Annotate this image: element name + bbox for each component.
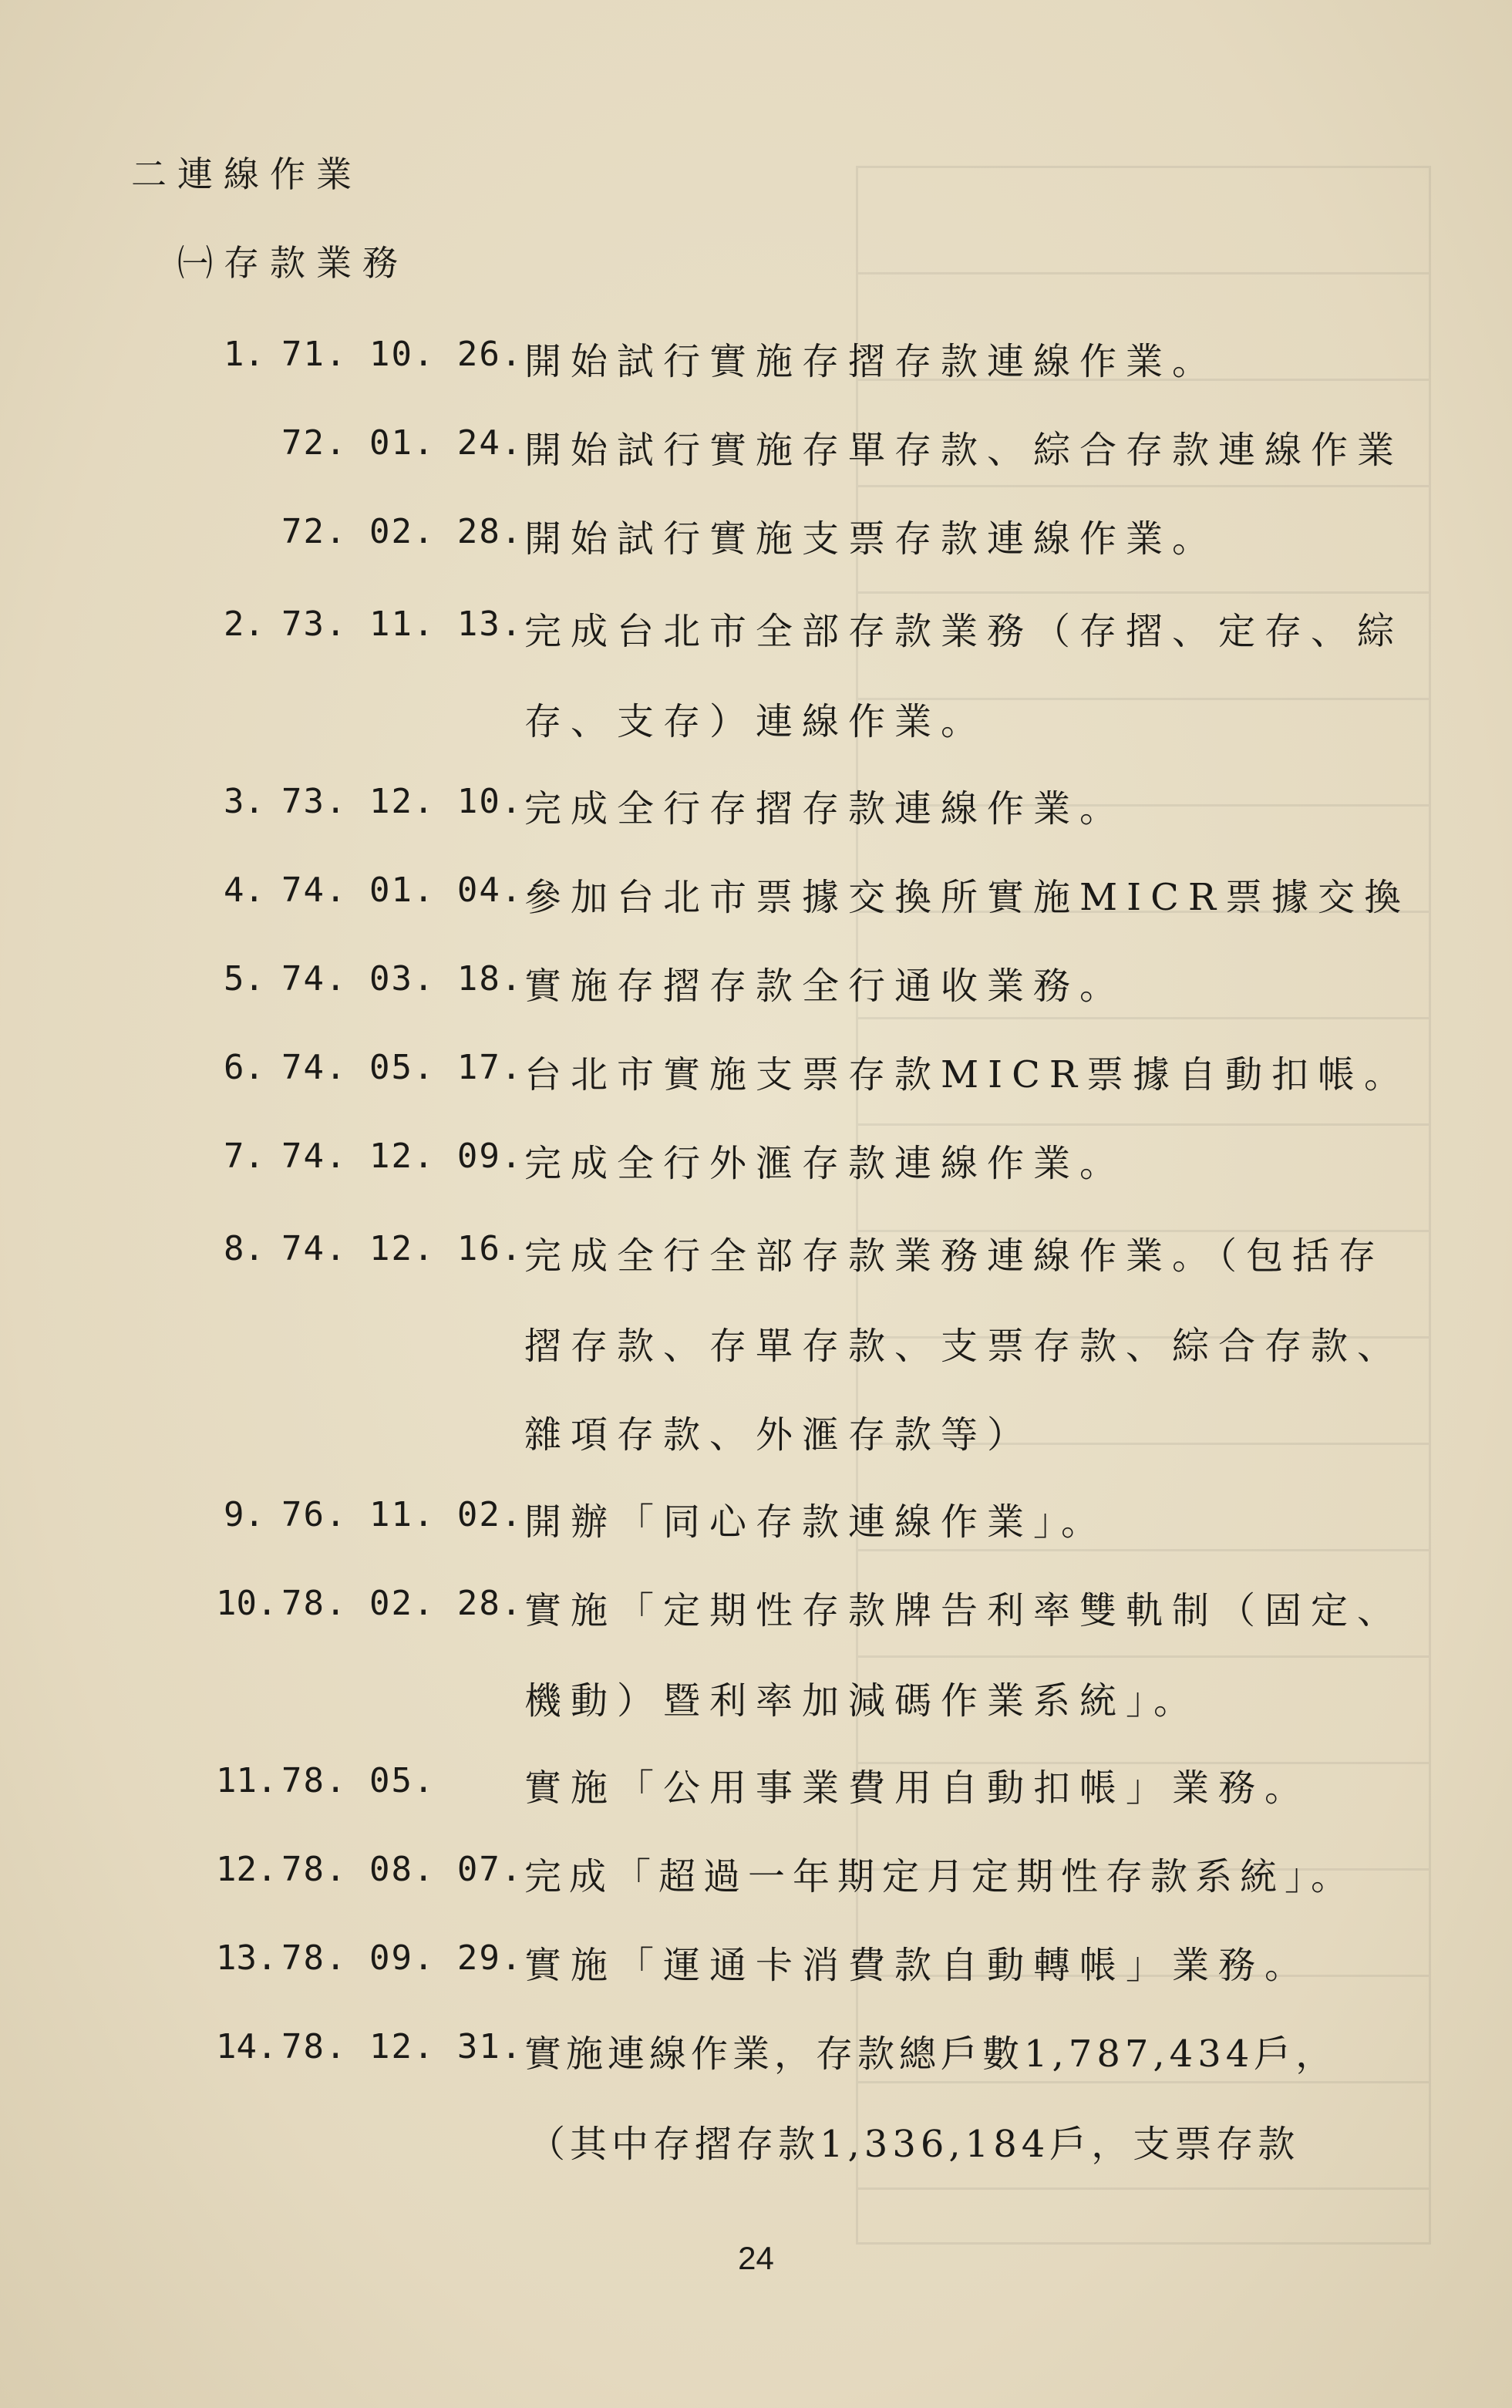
item-number: 10.	[216, 1584, 278, 1623]
item-text: 實施「運通卡消費款自動轉帳」業務。	[524, 1944, 1312, 1987]
item-text: 實施存摺存款全行通收業務。	[524, 965, 1126, 1008]
item-number: 12.	[216, 1850, 278, 1889]
item-number: 6.	[224, 1048, 264, 1087]
item-text: 完成全行外滙存款連線作業。	[524, 1142, 1126, 1185]
item-number: 5.	[224, 959, 264, 999]
item-date: 72. 02. 28.	[281, 512, 524, 551]
item-number: 11.	[216, 1761, 278, 1800]
item-text: 實施連線作業，存款總戶數1,787,434戶，	[524, 2032, 1338, 2076]
item-text: 實施「定期性存款牌告利率雙軌制（固定、	[524, 1589, 1404, 1632]
item-text-continued: 摺存款、存單存款、支票存款、綜合存款、	[524, 1325, 1404, 1368]
item-text: 開辦「同心存款連線作業」。	[524, 1500, 1108, 1544]
item-text: 開始試行實施存摺存款連線作業。	[524, 340, 1219, 383]
item-date: 74. 03. 18.	[281, 959, 524, 999]
item-number: 13.	[216, 1938, 278, 1978]
item-date: 74. 01. 04.	[281, 871, 524, 910]
item-date: 78. 05.	[281, 1761, 436, 1800]
item-date: 78. 12. 31.	[281, 2027, 524, 2066]
item-text-continued: 存、支存）連線作業。	[524, 700, 988, 743]
subsection-title: ㈠存款業務	[177, 242, 409, 284]
item-text-continued: 雜項存款、外滙存款等）	[524, 1413, 1034, 1457]
item-text: 完成全行全部存款業務連線作業。（包括存	[524, 1234, 1386, 1278]
item-number: 14.	[216, 2027, 278, 2066]
item-date: 78. 08. 07.	[281, 1850, 524, 1889]
item-number: 3.	[224, 782, 264, 821]
item-date: 74. 12. 16.	[281, 1229, 524, 1268]
item-number: 9.	[224, 1495, 264, 1534]
item-number: 8.	[224, 1229, 264, 1268]
item-number: 2.	[224, 605, 264, 644]
item-date: 71. 10. 26.	[281, 335, 524, 374]
item-number: 1.	[224, 335, 264, 374]
item-date: 72. 01. 24.	[281, 423, 524, 463]
section-title: 二連線作業	[131, 153, 362, 195]
item-date: 74. 12. 09.	[281, 1137, 524, 1176]
item-text: 完成台北市全部存款業務（存摺、定存、綜	[524, 610, 1404, 653]
item-number: 4.	[224, 871, 264, 910]
item-text: 開始試行實施存單存款、綜合存款連線作業	[524, 429, 1404, 472]
item-text: 完成全行存摺存款連線作業。	[524, 787, 1126, 830]
item-text: 台北市實施支票存款MICR票據自動扣帳。	[524, 1053, 1410, 1096]
item-date: 78. 09. 29.	[281, 1938, 524, 1978]
bleed-through-table	[856, 166, 1431, 2245]
item-text: 參加台北市票據交換所實施MICR票據交換	[524, 876, 1410, 919]
item-text: 完成「超過一年期定月定期性存款系統」。	[524, 1855, 1356, 1898]
item-date: 76. 11. 02.	[281, 1495, 524, 1534]
item-date: 74. 05. 17.	[281, 1048, 524, 1087]
item-date: 73. 11. 13.	[281, 605, 524, 644]
item-text-continued: （其中存摺存款1,336,184戶，支票存款	[528, 2123, 1300, 2166]
page-number: 24	[738, 2240, 774, 2276]
item-text: 開始試行實施支票存款連線作業。	[524, 517, 1219, 561]
item-number: 7.	[224, 1137, 264, 1176]
item-text: 實施「公用事業費用自動扣帳」業務。	[524, 1766, 1312, 1810]
item-date: 78. 02. 28.	[281, 1584, 524, 1623]
item-text-continued: 機動）暨利率加減碼作業系統」。	[524, 1679, 1201, 1723]
item-date: 73. 12. 10.	[281, 782, 524, 821]
